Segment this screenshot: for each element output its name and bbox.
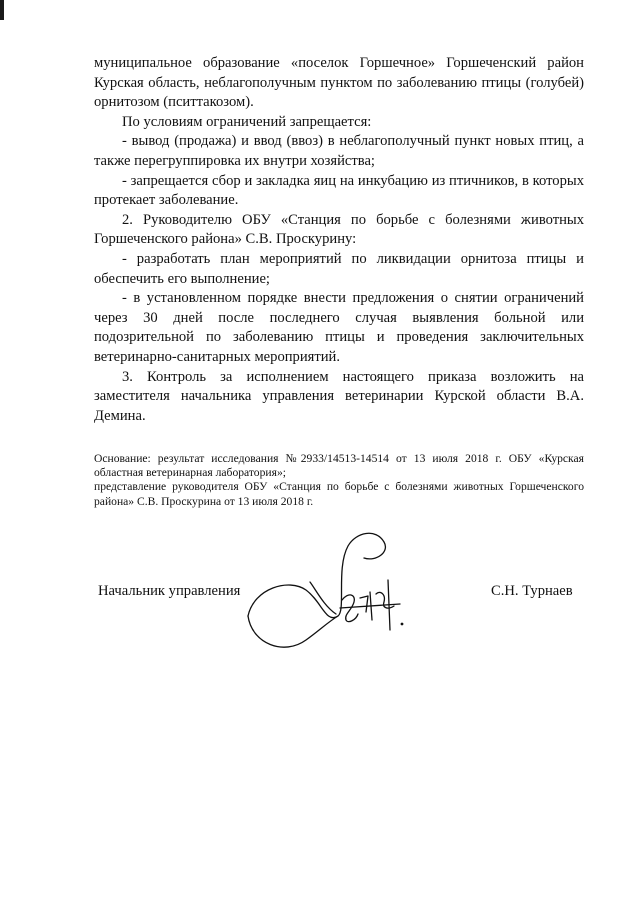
signatory-title: Начальник управления [98,583,241,599]
paragraph-continuation: муниципальное образование «поселок Горшечное» Горшеченский район Курская область, неблагополучным пунктом по заболеванию птицы (голубей) орнитозом (пситтакозом). [94,55,584,111]
paragraph-item-3: 3. Контроль за исполнением настоящего приказа возложить на заместителя начальника управления ветеринарии Курской области В.А. Демина. [94,368,584,424]
basis-line-submission: представление руководителя ОБУ «Станция по борьбе с болезнями животных Горшеченского района» С.В. Проскурина от 13 июля 2018 г. [94,480,584,508]
scan-edge-mark [0,0,4,20]
basis-section [94,452,584,509]
signatory-name: С.Н. Турнаев [491,583,573,599]
basis-line-lab: Основание: результат исследования №2933/14513-14514 от 13 июля 2018 г. ОБУ «Курская областная ветеринарная лаборатория»; [94,452,584,480]
paragraph-proposal: - в установленном порядке внести предложения о снятии ограничений через 30 дней после последнего случая выявления больной или подозрительной по заболеванию птицы и проведения заключительных ветеринарно-санитарных мероприятий. [94,290,584,365]
handwritten-signature [244,528,434,658]
paragraph-restrictions-intro: По условиям ограничений запрещается: [122,113,372,130]
paragraph-restriction-import: - вывод (продажа) и ввод (ввоз) в неблагополучный пункт новых птиц, а также перегруппировка их внутри хозяйства; [94,133,584,169]
order-body-text [94,54,584,426]
paragraph-restriction-eggs: - запрещается сбор и закладка яиц на инкубацию из птичников, в которых протекает заболевание. [94,172,584,209]
paragraph-plan: - разработать план мероприятий по ликвидации орнитоза птицы и обеспечить его выполнение; [94,250,584,287]
paragraph-item-2: 2. Руководителю ОБУ «Станция по борьбе с болезнями животных Горшеченского района» С.В. Проскурину: [94,211,584,248]
